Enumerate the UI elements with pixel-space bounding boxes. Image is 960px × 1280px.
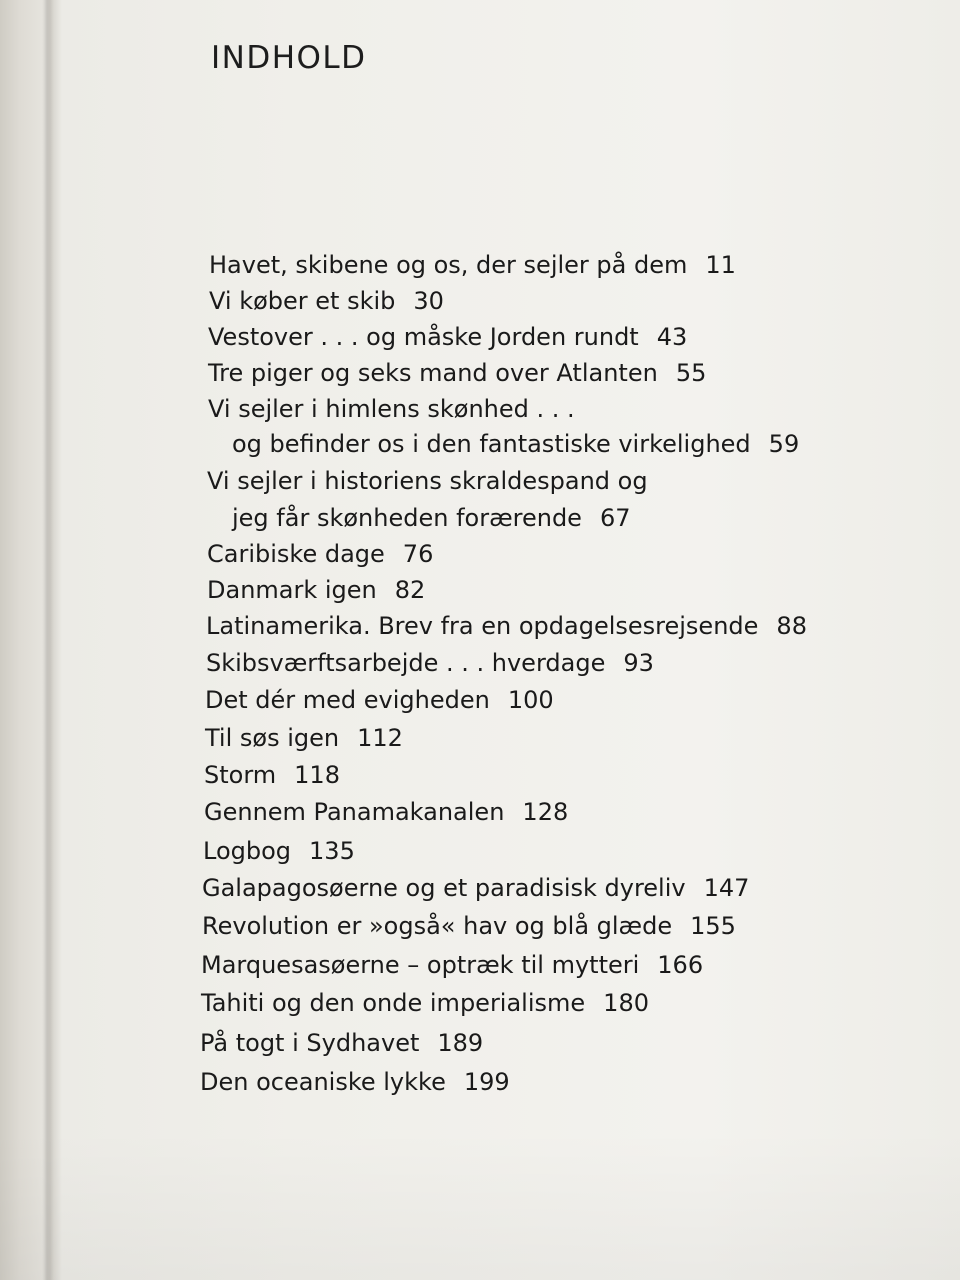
toc-entry	[202, 914, 736, 938]
toc-entry-title: Til søs igen	[205, 724, 340, 752]
toc-entry	[200, 1031, 483, 1055]
toc-entry-title: Skibsværftsarbejde . . . hverdage	[206, 649, 606, 677]
toc-entry	[205, 688, 554, 712]
toc-entry-page: 166	[657, 951, 704, 979]
toc-entry	[201, 953, 703, 977]
toc-entry-page: 112	[357, 724, 403, 752]
toc-entry	[207, 542, 433, 566]
toc-entry-page: 55	[675, 359, 707, 387]
toc-entry-page: 76	[402, 540, 434, 568]
toc-entry	[204, 800, 568, 824]
toc-entry-title: På togt i Sydhavet	[200, 1029, 420, 1057]
toc-entry-page: 118	[294, 761, 340, 789]
toc-entry-page: 128	[522, 798, 569, 826]
toc-entry	[201, 991, 649, 1015]
toc-entry-title: Danmark igen	[207, 576, 377, 604]
toc-entry-title: Tre piger og seks mand over Atlanten	[208, 359, 658, 387]
toc-entry	[204, 763, 340, 787]
toc-entry-continuation	[232, 506, 631, 530]
toc-entry-page: 11	[705, 251, 736, 279]
toc-entry-title: Det dér med evigheden	[205, 686, 490, 714]
toc-entry	[205, 726, 403, 750]
toc-entry-title: Marquesasøerne – optræk til mytteri	[201, 951, 640, 979]
toc-entry-title: Havet, skibene og os, der sejler på dem	[209, 251, 688, 279]
toc-entry-title: og befinder os i den fantastiske virkelighed	[232, 430, 751, 458]
toc-entry-page: 88	[776, 612, 807, 640]
toc-entry	[209, 289, 444, 313]
toc-entry-page: 155	[690, 912, 736, 940]
toc-entry-page: 180	[603, 989, 649, 1017]
toc-entry-title: Storm	[204, 761, 277, 789]
toc-entry-page: 147	[703, 874, 750, 902]
toc-entry	[202, 876, 749, 900]
toc-entry-page: 67	[599, 504, 631, 532]
toc-entry-page: 100	[507, 686, 554, 714]
toc-entry-page: 135	[309, 837, 355, 865]
toc-entry-title: Latinamerika. Brev fra en opdagelsesrejsende	[206, 612, 759, 640]
toc-entry-page: 59	[768, 430, 800, 458]
toc-entry-title: Vi sejler i himlens skønhed . . .	[208, 395, 575, 423]
toc-entry-title: Caribiske dage	[207, 540, 385, 568]
toc-entry-title: Revolution er »også« hav og blå glæde	[202, 912, 673, 940]
toc-entry	[208, 397, 575, 421]
toc-entry-page: 43	[656, 323, 688, 351]
toc-entry-page: 82	[394, 576, 426, 604]
toc-entry-title: jeg får skønheden forærende	[232, 504, 582, 532]
toc-entry	[203, 839, 355, 863]
toc-entry	[206, 651, 654, 675]
toc-entry	[209, 253, 736, 277]
toc-entry-title: Den oceaniske lykke	[200, 1068, 446, 1096]
toc-entry	[207, 578, 425, 602]
toc-entry-page: 93	[623, 649, 654, 677]
toc-entry-page: 189	[437, 1029, 484, 1057]
toc-entry-page: 30	[413, 287, 444, 315]
toc-entry-page: 199	[463, 1068, 510, 1096]
toc-entry	[206, 614, 807, 638]
toc-entry	[207, 469, 648, 493]
toc-entry-title: Tahiti og den onde imperialisme	[201, 989, 586, 1017]
toc-heading: INDHOLD	[211, 40, 367, 76]
toc-entry	[208, 325, 687, 349]
toc-entry-continuation	[232, 432, 799, 456]
toc-entry-title: Galapagosøerne og et paradisisk dyreliv	[202, 874, 686, 902]
toc-entry-title: Logbog	[203, 837, 292, 865]
toc-entry-title: Vi køber et skib	[209, 287, 396, 315]
toc-entry	[200, 1070, 510, 1094]
toc-entry-title: Gennem Panamakanalen	[204, 798, 505, 826]
toc-entry-title: Vestover . . . og måske Jorden rundt	[208, 323, 639, 351]
toc-entry-title: Vi sejler i historiens skraldespand og	[207, 467, 648, 495]
toc-entry	[208, 361, 706, 385]
